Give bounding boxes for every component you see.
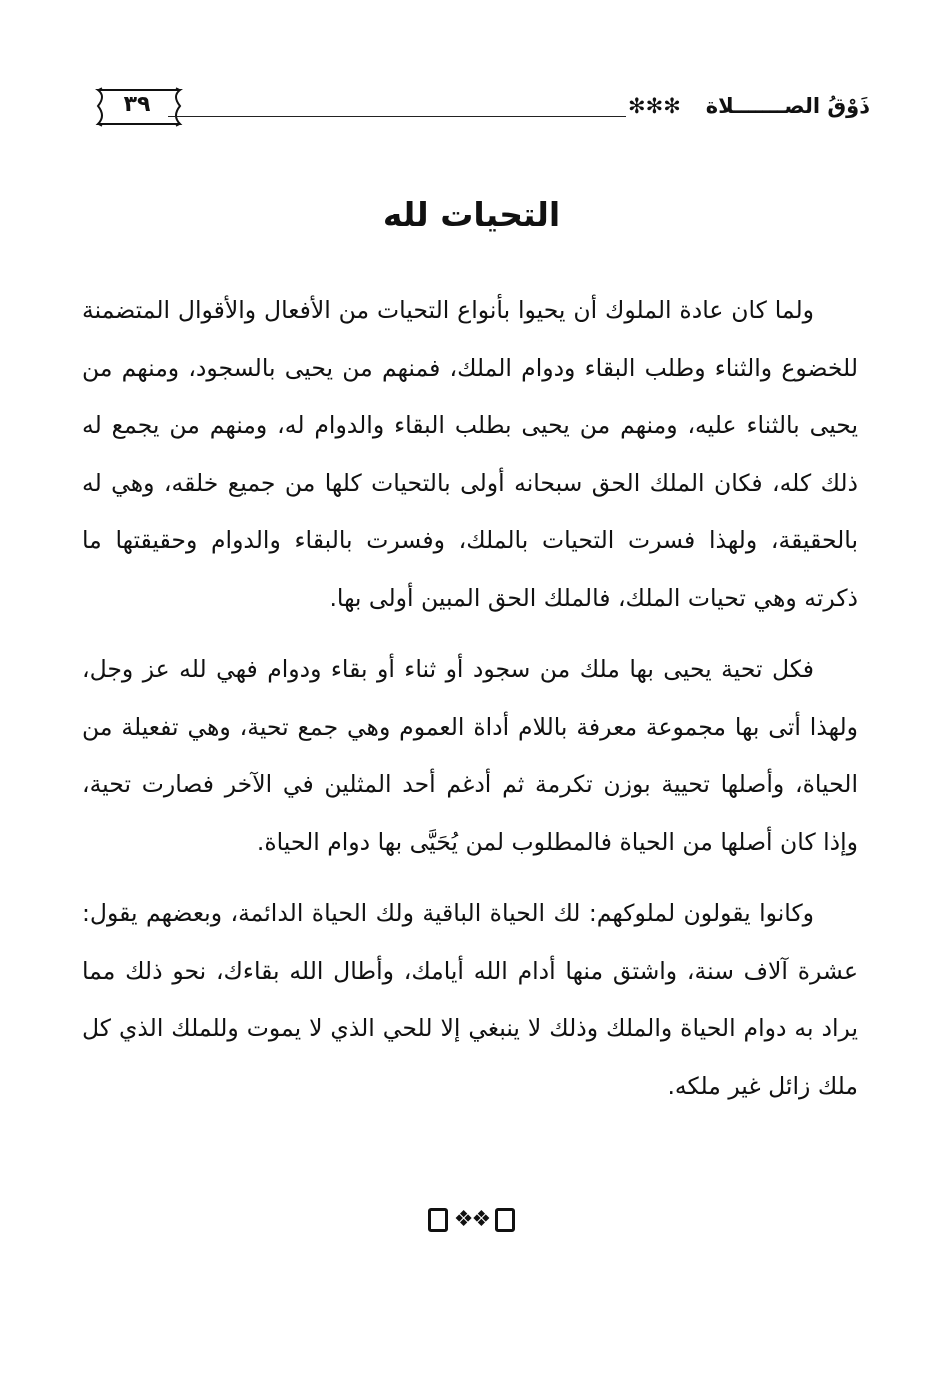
page-number: ٣٩ <box>123 92 151 117</box>
diamond-ornament-icon: ❖❖ <box>453 1207 490 1232</box>
section-end-ornament <box>0 1203 943 1237</box>
chapter-title: التحيات لله <box>382 195 561 234</box>
body-text <box>82 282 858 1129</box>
running-title: ذَوْقُ الصـــــــلاة <box>705 94 870 118</box>
header-stars: ✻✻✻ <box>628 94 681 118</box>
square-ornament-icon <box>495 1208 515 1232</box>
paragraph: ولما كان عادة الملوك أن يحيوا بأنواع التحيات من الأفعال والأقوال المتضمنة للخضوع والثناء وطلب البقاء ودوام الملك، فمنهم من يحيى بالسجود، ومنهم من يحيى بالثناء عليه، ومنهم من يحيى بطلب البقاء والدوام له، ومنهم من يجمع له ذلك كله، فكان الملك الحق سبحانه أولى بالتحيات كلها من جميع خلقه، وهي له بالحقيقة، ولهذا فسرت التحيات بالملك، وفسرت بالبقاء والدوام وحقيقتها ما ذكرته وهي تحيات الملك، فالملك الحق المبين أولى بها. <box>82 296 858 612</box>
page-number-frame <box>92 86 232 126</box>
running-header <box>80 82 870 132</box>
paragraph: فكل تحية يحيى بها ملك من سجود أو ثناء أو بقاء ودوام فهي لله عز وجل، ولهذا أتى بها مجموعة معرفة باللام أداة العموم وهي جمع تحية، وهي تفعيلة من الحياة، وأصلها تحيية بوزن تكرمة ثم أدغم أحد المثلين في الآخر فصارت تحية، وإذا كان أصلها من الحياة فالمطلوب لمن يُحَيَّى بها دوام الحياة. <box>82 655 858 856</box>
paragraph: وكانوا يقولون لملوكهم: لك الحياة الباقية ولك الحياة الدائمة، وبعضهم يقول: عشرة آلاف سنة، واشتق منها أدام الله أيامك، وأطال الله بقاءك، نحو ذلك مما يراد به دوام الحياة والملك وذلك لا ينبغي إلا للحي الذي لا يموت وللملك الذي كل ملك زائل غير ملكه. <box>82 899 858 1100</box>
square-ornament-icon <box>428 1208 448 1232</box>
header-rule <box>168 116 626 117</box>
